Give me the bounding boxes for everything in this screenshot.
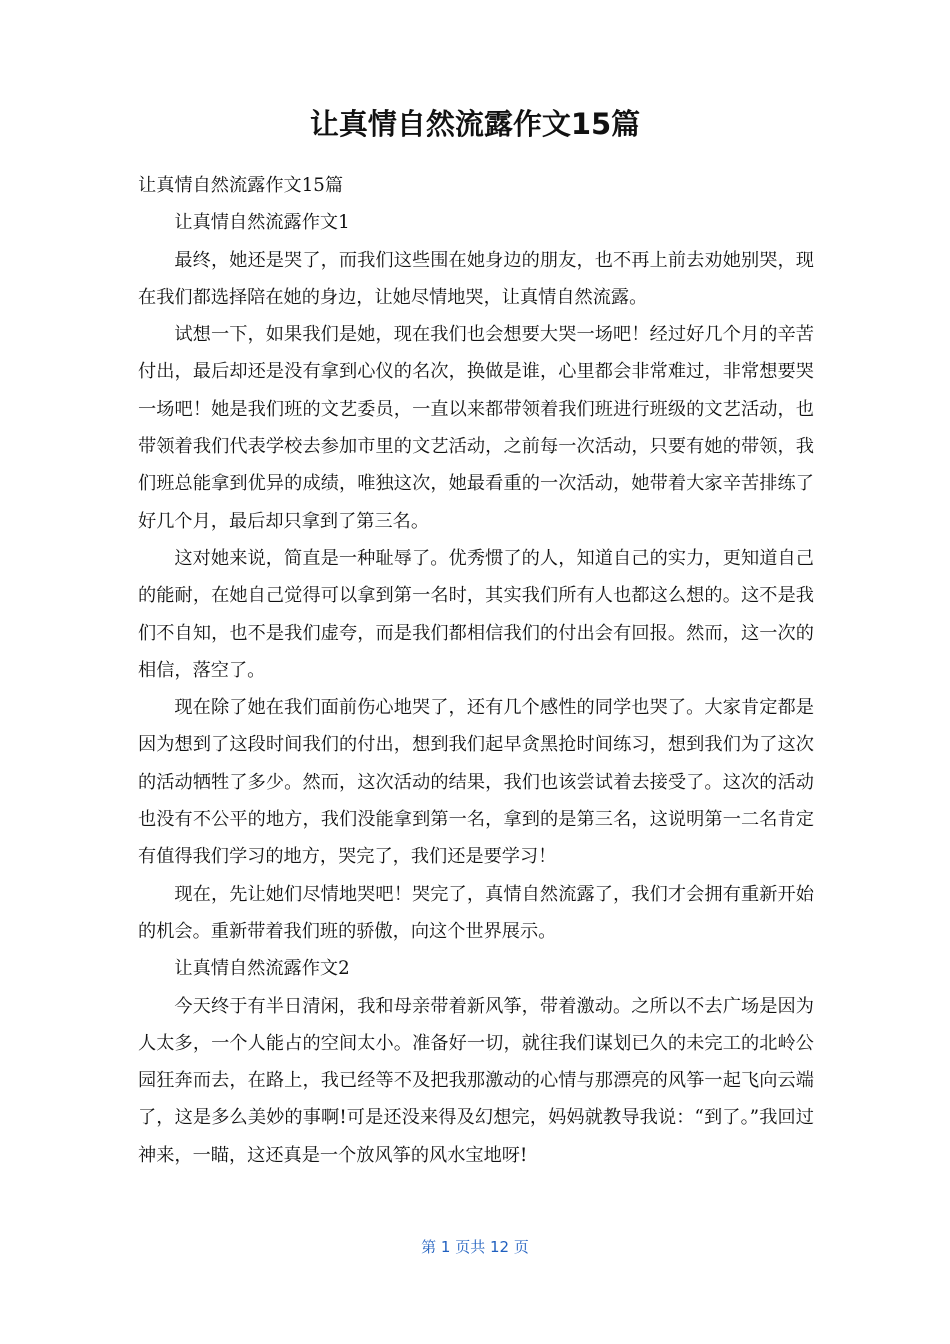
page-number: 第 1 页共 12 页 xyxy=(421,1238,529,1256)
paragraph: 现在除了她在我们面前伤心地哭了，还有几个感性的同学也哭了。大家肯定都是因为想到了这段时间我们的付出，想到我们起早贪黑抢时间练习，想到我们为了这次的活动牺牲了多少。然而，这次活动的结果，我们也该尝试着去接受了。这次的活动也没有不公平的地方，我们没能拿到第一名，拿到的是第三名，这说明第一二名肯定有值得我们学习的地方，哭完了，我们还是要学习！ xyxy=(138,697,814,868)
section-heading: 让真情自然流露作文2 xyxy=(174,958,350,980)
paragraph: 最终，她还是哭了，而我们这些围在她身边的朋友，也不再上前去劝她别哭，现在我们都选择陪在她的身边，让她尽情地哭，让真情自然流露。 xyxy=(138,249,814,308)
paragraph: 试想一下，如果我们是她，现在我们也会想要大哭一场吧！经过好几个月的辛苦付出，最后却还是没有拿到心仪的名次，换做是谁，心里都会非常难过，非常想要哭一场吧！她是我们班的文艺委员，一直以来都带领着我们班进行班级的文艺活动，也带领着我们代表学校去参加市里的文艺活动，之前每一次活动，只要有她的带领，我们班总能拿到优异的成绩，唯独这次，她最看重的一次活动，她带着大家辛苦排练了好几个月，最后却只拿到了第三名。 xyxy=(138,324,814,532)
section-heading: 让真情自然流露作文1 xyxy=(174,212,350,234)
paragraph: 这对她来说，简直是一种耻辱了。优秀惯了的人，知道自己的实力，更知道自己的能耐，在她自己觉得可以拿到第一名时，其实我们所有人也都这么想的。这不是我们不自知，也不是我们虚夸，而是我们都相信我们的付出会有回报。然而，这一次的相信，落空了。 xyxy=(138,547,814,681)
paragraph: 现在，先让她们尽情地哭吧！哭完了，真情自然流露了，我们才会拥有重新开始的机会。重新带着我们班的骄傲，向这个世界展示。 xyxy=(138,883,814,942)
paragraph: 今天终于有半日清闲，我和母亲带着新风筝，带着激动。之所以不去广场是因为人太多，一个人能占的空间太小。准备好一切，就往我们谋划已久的未完工的北岭公园狂奔而去，在路上，我已经等不及把我那激动的心情与那漂亮的风筝一起飞向云端了，这是多么美妙的事啊!可是还没来得及幻想完，妈妈就教导我说：“到了。”我回过神来，一瞄，这还真是一个放风筝的风水宝地呀! xyxy=(138,995,814,1166)
document-title: 让真情自然流露作文15篇 xyxy=(309,107,641,141)
document-body xyxy=(138,167,814,1174)
document-subtitle: 让真情自然流露作文15篇 xyxy=(138,175,344,196)
